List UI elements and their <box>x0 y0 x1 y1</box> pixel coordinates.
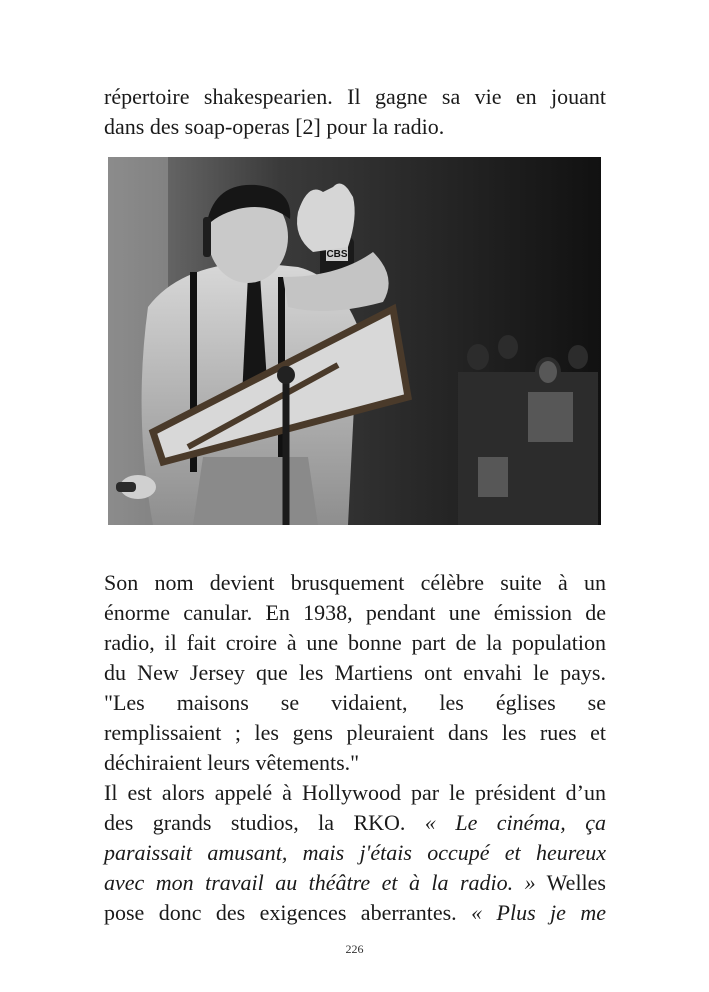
text-line: radio, il fait croire à une bonne part de la population <box>104 630 606 655</box>
quote-segment: avec mon travail au théâtre et à la radio. » <box>104 870 536 895</box>
text-line: énorme canular. En 1938, pendant une émission de <box>104 600 606 625</box>
text-line: déchiraient leurs vêtements." <box>104 750 360 775</box>
quote-segment: paraissait amusant, mais j'étais occupé et heureux <box>104 840 606 865</box>
microphone-label: CBS <box>326 249 348 260</box>
page-number: 226 <box>345 942 364 956</box>
text-line <box>104 808 606 838</box>
text-line <box>104 898 606 928</box>
text-line: du New Jersey que les Martiens ont envahi le pays. <box>104 660 606 685</box>
text-segment: Welles <box>546 870 606 895</box>
text-line: remplissaient ; les gens pleuraient dans les rues et <box>104 720 606 745</box>
quote-segment: « Le cinéma, ça <box>424 810 607 835</box>
text-line: Il est alors appelé à Hollywood par le président d’un <box>104 780 606 805</box>
text-segment: des grands studios, la RKO. <box>104 810 406 835</box>
paragraph-main <box>104 568 606 928</box>
orson-welles-radio-photo <box>108 157 601 525</box>
text-segment: pose donc des exigences aberrantes. <box>104 900 457 925</box>
text-line <box>104 868 606 898</box>
text-line <box>104 838 606 868</box>
text-line: Son nom devient brusquement célèbre suite à un <box>104 570 606 595</box>
paragraph-top <box>104 82 606 142</box>
text-line: "Les maisons se vidaient, les églises se <box>104 690 606 715</box>
text-line: répertoire shakespearien. Il gagne sa vie en jouant <box>104 84 606 109</box>
text-line: dans des soap-operas [2] pour la radio. <box>104 114 445 139</box>
quote-segment: « Plus je me <box>471 900 606 925</box>
